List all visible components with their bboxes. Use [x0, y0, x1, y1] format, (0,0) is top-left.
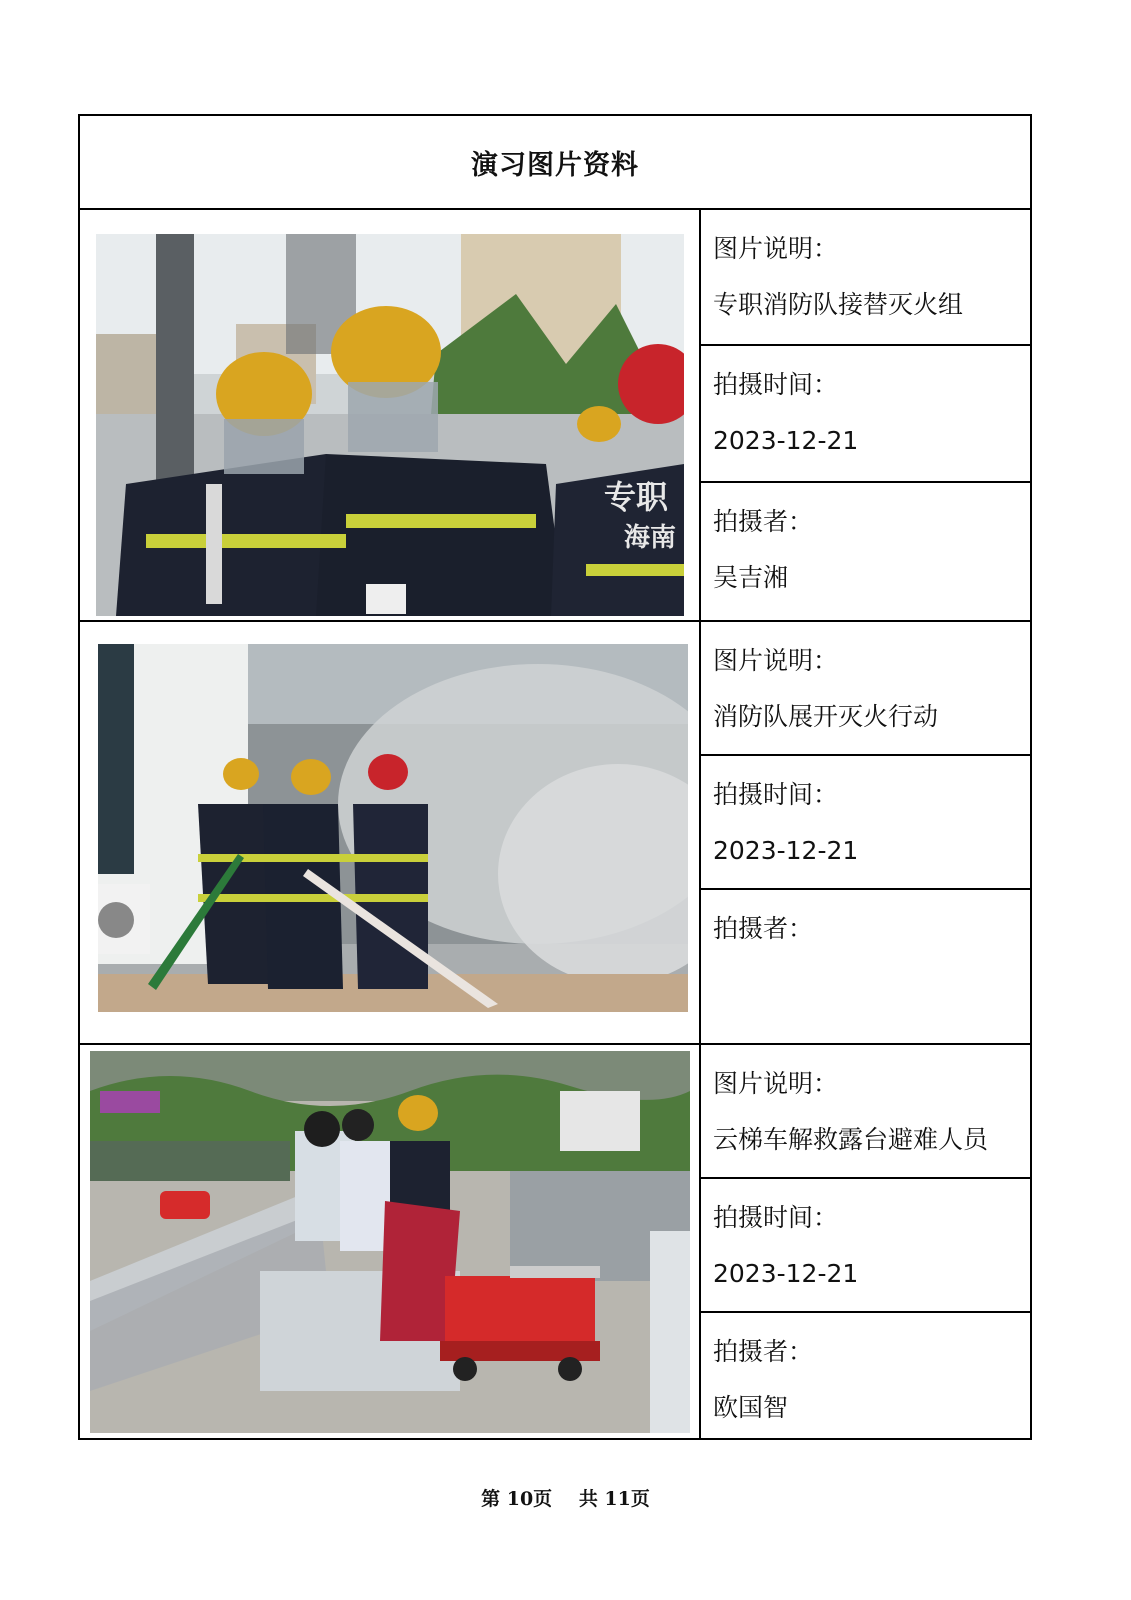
time-label: 拍摄时间：: [713, 1203, 839, 1232]
caption-label: 图片说明：: [713, 1069, 839, 1098]
photo-cell-2: [80, 622, 701, 1043]
page-footer: [0, 1484, 1131, 1511]
time-value: 2023-12-21: [713, 426, 859, 455]
drill-photo-table: [78, 114, 1032, 1440]
photo-firefighters-hose: [96, 234, 684, 616]
info-cell-2: [701, 622, 1030, 1043]
photographer-block: [701, 483, 1030, 620]
photo-cell-1: [80, 210, 701, 620]
time-block: [701, 1179, 1030, 1313]
time-value: 2023-12-21: [713, 1259, 859, 1288]
time-label: 拍摄时间：: [713, 370, 839, 399]
time-block: [701, 756, 1030, 890]
photo-aerial-ladder-rescue: [90, 1051, 690, 1433]
photo-text-zhuanzhi: 专职: [604, 478, 669, 516]
photo-cell-3: [80, 1045, 701, 1438]
time-label: 拍摄时间：: [713, 780, 839, 809]
photographer-label: 拍摄者：: [713, 914, 814, 943]
info-cell-3: [701, 1045, 1030, 1438]
photo-text-hainan: 海南: [624, 523, 677, 553]
info-cell-1: [701, 210, 1030, 620]
photographer-value: 吴吉湘: [713, 563, 789, 592]
caption-value: 云梯车解救露台避难人员: [713, 1125, 989, 1154]
photographer-label: 拍摄者：: [713, 1337, 814, 1366]
photographer-label: 拍摄者：: [713, 507, 814, 536]
caption-block: [701, 622, 1030, 756]
photo-entry-1: [80, 210, 1030, 622]
page-total: 共 11页: [578, 1488, 650, 1510]
caption-block: [701, 1045, 1030, 1179]
photo-entry-3: [80, 1045, 1030, 1438]
table-title-row: [80, 116, 1030, 210]
page-number: 第 10页: [481, 1488, 553, 1510]
caption-label: 图片说明：: [713, 646, 839, 675]
photographer-block: [701, 890, 1030, 1043]
caption-label: 图片说明：: [713, 234, 839, 263]
time-block: [701, 346, 1030, 483]
caption-block: [701, 210, 1030, 346]
time-value: 2023-12-21: [713, 836, 859, 865]
photo-firefighting-operation: [98, 644, 688, 1012]
photo-entry-2: [80, 622, 1030, 1045]
caption-value: 消防队展开灭火行动: [713, 702, 939, 731]
caption-value: 专职消防队接替灭火组: [713, 290, 964, 319]
page-title: 演习图片资料: [471, 149, 639, 181]
photographer-block: [701, 1313, 1030, 1438]
photographer-value: 欧国智: [713, 1393, 789, 1422]
